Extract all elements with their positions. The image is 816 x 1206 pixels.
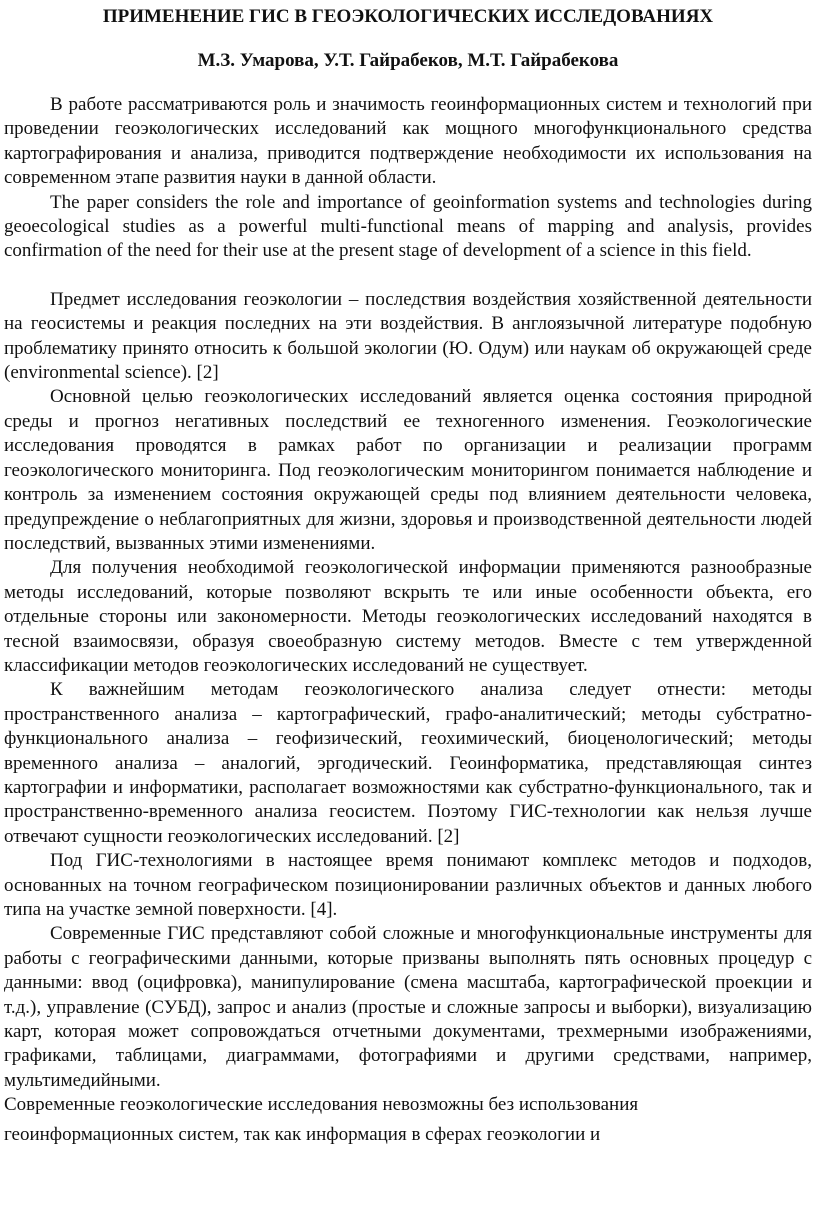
- paper-authors: М.З. Умарова, У.Т. Гайрабеков, М.Т. Гайрабекова: [197, 50, 619, 71]
- body-paragraph: Под ГИС-технологиями в настоящее время понимают комплекс методов и подходов, основанных на точном географическом позиционировании различных объектов и данных любого типа на участке земной поверхности. [4].: [4, 850, 812, 920]
- abstract-ru: В работе рассматриваются роль и значимость геоинформационных систем и технологий при проведении геоэкологических исследований как мощного многофункционального средства картографирования и анализа, приводится подтверждение необходимости их использования на современном этапе развития науки в данной области.: [4, 94, 812, 189]
- paper-title: ПРИМЕНЕНИЕ ГИС В ГЕОЭКОЛОГИЧЕСКИХ ИССЛЕДОВАНИЯХ: [102, 6, 714, 27]
- abstract-en: The paper considers the role and importance of geoinformation systems and technologies during geoecological studies as a powerful multi-functional means of mapping and analysis, provides confirmation of the need for their use at the present stage of development of a science in this field.: [4, 191, 812, 262]
- body-paragraph: К важнейшим методам геоэкологического анализа следует отнести: методы пространственного анализа – картографический, графо-аналитический; методы субстратно-функционального анализа – геофизический, геохимический, биоценологический; методы временного анализа – аналогий, эргодический. Геоинформатика, представляющая синтез картографии и информатики, располагает возможностями как субстратно-функционального, так и пространственно-временного анализа геосистем. Поэтому ГИС-технологии как нельзя лучше отвечают сущности геоэкологических исследований. [2]: [4, 679, 812, 847]
- body-paragraph: Современные ГИС представляют собой сложные и многофункциональные инструменты для работы с географическими данными, которые призваны выполнять пять основных процедур с данными: ввод (оцифровка), манипулирование (смена масштаба, картографической проекции и т.д.), управление (СУБД), запрос и анализ (простые и сложные запросы и выборки), визуализацию карт, которая может сопровождаться отчетными документами, трехмерными изображениями, графиками, таблицами, диаграммами, фотографиями и другими средствами, например, мультимедийными.: [4, 923, 812, 1091]
- body-paragraph: Основной целью геоэкологических исследований является оценка состояния природной среды и прогноз негативных последствий ее техногенного изменения. Геоэкологические исследования проводятся в рамках работ по организации и реализации программ геоэкологического мониторинга. Под геоэкологическим мониторингом понимается наблюдение и контроль за изменением состояния окружающей среды под влиянием деятельности человека, предупреждение о неблагоприятных для жизни, здоровья и производственной деятельности людей последствий, вызванных этими изменениями.: [4, 386, 812, 554]
- closing-line: геоинформационных систем, так как информация в сферах геоэкологии и: [4, 1123, 601, 1145]
- paper-body: [4, 93, 812, 1147]
- closing-line: Современные геоэкологические исследования невозможны без использования: [4, 1094, 639, 1116]
- body-paragraph: Для получения необходимой геоэкологической информации применяются разнообразные методы исследований, которые позволяют вскрыть те или иные особенности объекта, его отдельные стороны или закономерности. Методы геоэкологических исследований находятся в тесной взаимосвязи, образуя своеобразную систему методов. Вместе с тем утвержденной классификации методов геоэкологических исследований не существует.: [4, 557, 812, 676]
- body-paragraph: Предмет исследования геоэкологии – последствия воздействия хозяйственной деятельности на геосистемы и реакция последних на эти воздействия. В англоязычной литературе подобную проблематику принято относить к большой экологии (Ю. Одум) или наукам об окружающей среде (environmental science). [2]: [4, 288, 812, 384]
